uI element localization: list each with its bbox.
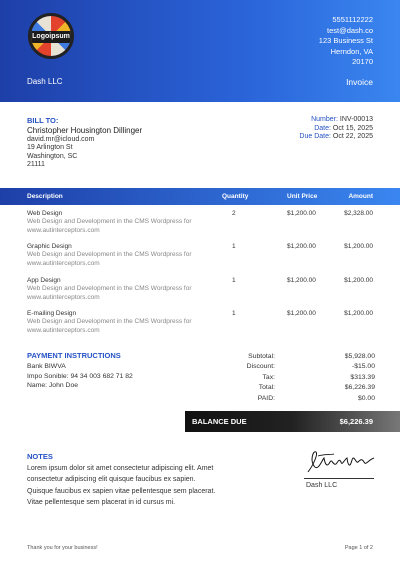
footer-page-number: Page 1 of 2 <box>344 545 373 551</box>
table-row <box>0 275 400 305</box>
payment-instructions <box>27 362 133 391</box>
due-date: Oct 22, 2025 <box>332 133 373 141</box>
invoice-number-label: Number: <box>311 116 338 123</box>
company-email: test@dash.co <box>327 25 373 35</box>
table-row <box>0 208 400 238</box>
company-logo <box>28 13 74 59</box>
company-name: Dash LLC <box>27 77 63 86</box>
item-amount: $2,328.00 <box>344 210 373 217</box>
item-price: $1,200.00 <box>287 310 316 317</box>
bill-to-label: BILL TO: <box>27 116 59 125</box>
total-value: $0.00 <box>357 394 375 402</box>
item-title: App Design <box>27 277 61 284</box>
item-qty: 1 <box>232 243 236 250</box>
balance-due-label: BALANCE DUE <box>192 417 247 426</box>
total-value: -$15.00 <box>351 363 375 371</box>
total-value: $5,928.00 <box>344 353 375 360</box>
client-city: Washington, SC <box>27 152 78 160</box>
item-title: Graphic Design <box>27 243 72 250</box>
item-detail: Web Design and Development in the CMS Wordpress for www.autinterceptors.com <box>27 218 192 234</box>
item-price: $1,200.00 <box>287 210 316 217</box>
item-amount: $1,200.00 <box>344 277 373 284</box>
total-label: Total: <box>258 384 275 392</box>
notes-text: Lorem ipsum dolor sit amet consectetur adipiscing elit. Amet consectetur adipiscing elit quisque faucibus ex sapien. Quisque faucibus ex sapien vitae pellentesque sem placerat. Vitae pellentesque sem placerat in id cursus mi. <box>27 465 216 507</box>
payment-instructions-label: PAYMENT INSTRUCTIONS <box>27 351 121 360</box>
total-value: $313.39 <box>350 373 375 381</box>
client-street: 19 Arlington St <box>27 144 73 152</box>
invoice-date-label: Date: <box>314 124 331 132</box>
company-street: 123 Business St <box>318 36 373 46</box>
table-row <box>0 308 400 338</box>
signature-image <box>304 446 378 480</box>
total-label: Subtotal: <box>248 353 275 360</box>
account-name: Name: John Doe <box>27 382 79 390</box>
company-zip: 20170 <box>352 57 373 67</box>
signature-line <box>304 478 374 479</box>
total-value: $6,226.39 <box>344 384 375 392</box>
item-qty: 1 <box>232 277 236 284</box>
notes-label: NOTES <box>27 452 53 461</box>
header-amount: Amount <box>348 193 373 200</box>
invoice-number: INV-00013 <box>339 116 373 123</box>
invoice-header <box>0 0 400 102</box>
logo-text: Logoipsum <box>31 31 71 43</box>
table-row <box>0 241 400 271</box>
item-title: Web Design <box>27 210 63 217</box>
table-header <box>0 188 400 205</box>
item-detail: Web Design and Development in the CMS Wordpress for www.autinterceptors.com <box>27 285 192 301</box>
client-zip: 21111 <box>27 161 45 169</box>
total-label: Tax: <box>262 373 275 381</box>
item-title: E-mailing Design <box>27 310 77 317</box>
invoice-meta <box>299 116 373 142</box>
header-quantity: Quantity <box>222 193 249 200</box>
total-label: PAID: <box>257 394 275 402</box>
client-name: Christopher Housington Dillinger <box>27 126 143 135</box>
due-date-label: Due Date: <box>299 133 331 141</box>
item-qty: 2 <box>232 210 236 217</box>
item-detail: Web Design and Development in the CMS Wordpress for www.autinterceptors.com <box>27 318 192 334</box>
document-title: Invoice <box>346 77 373 87</box>
item-price: $1,200.00 <box>287 243 316 250</box>
company-phone: 5551112222 <box>332 15 373 24</box>
balance-due-value: $6,226.39 <box>339 417 373 426</box>
client-email: david.mr@icloud.com <box>27 135 95 143</box>
totals-block <box>200 352 375 404</box>
discount-row <box>200 362 375 372</box>
account-number: Impo Sonible: 94 34 003 682 71 82 <box>27 372 133 380</box>
item-amount: $1,200.00 <box>344 243 373 250</box>
subtotal-row <box>200 352 375 362</box>
paid-row <box>200 394 375 404</box>
balance-due-bar <box>185 411 400 432</box>
bank-name: Bank BIWVA <box>27 363 66 370</box>
signature-name: Dash LLC <box>306 482 338 489</box>
item-price: $1,200.00 <box>287 277 316 284</box>
company-city: Herndon, VA <box>330 46 373 56</box>
item-qty: 1 <box>232 310 236 317</box>
tax-row <box>200 373 375 383</box>
item-detail: Web Design and Development in the CMS Wordpress for www.autinterceptors.com <box>27 251 192 267</box>
footer-thanks: Thank you for your business! <box>27 545 98 551</box>
total-row <box>200 383 375 393</box>
invoice-date: Oct 15, 2025 <box>332 124 373 132</box>
item-amount: $1,200.00 <box>344 310 373 317</box>
total-label: Discount: <box>246 363 275 371</box>
company-contact <box>319 15 373 68</box>
header-unit-price: Unit Price <box>287 193 318 200</box>
client-block <box>27 127 142 170</box>
header-description: Description <box>27 193 63 200</box>
